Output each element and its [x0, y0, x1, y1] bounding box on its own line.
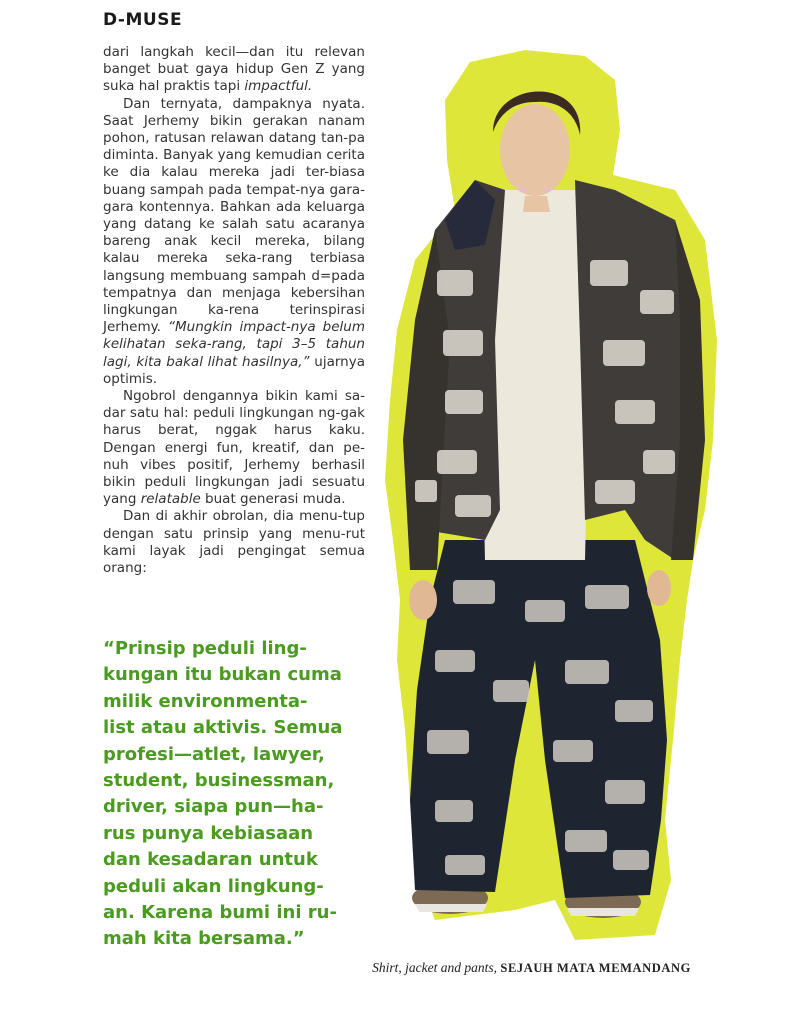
face [500, 104, 570, 196]
p3-emphasis: relatable [140, 491, 201, 508]
article-body [103, 44, 365, 577]
article-paragraph-3 [103, 388, 365, 508]
p3-text-b: buat generasi muda. [200, 491, 346, 508]
right-hand [647, 570, 671, 606]
p1-text: dari langkah kecil—dan itu relevan banget buat gaya hidup Gen Z yang suka hal praktis tapi [103, 44, 365, 95]
p3-text-a: Ngobrol dengannya bikin kami sa-dar satu hal: peduli lingkungan ng-gak harus berat, nggak harus kaku. Dengan energi fun, kreatif, dan pe-nuh vibes positif, Jerhemy berhasil bikin peduli lingkungan jadi sesuatu yang [103, 388, 365, 508]
caption-brand: SEJAUH MATA MEMANDANG [500, 961, 691, 975]
photo-caption [372, 960, 691, 976]
model-photo-cutout [375, 40, 725, 950]
article-paragraph-1 [103, 44, 365, 96]
article-paragraph-2 [103, 96, 365, 388]
caption-clothing: Shirt, jacket and pants, [372, 960, 501, 975]
article-paragraph-4: Dan di akhir obrolan, dia menu-tup dengan satu prinsip yang menu-rut kami layak jadi pengingat semua orang: [103, 508, 365, 577]
section-label: D-MUSE [103, 10, 183, 30]
p2-text: Dan ternyata, dampaknya nyata. Saat Jerhemy bikin gerakan nanam pohon, ratusan relawan datang tan-pa diminta. Banyak yang kemudian cerita ke dia kalau mereka jadi ter-biasa buang sampah pada tempat-nya gara-gara kontennya. Bahkan ada keluarga yang datang ke salah satu acaranya bareng anak kecil mereka, bilang kalau mereka seka-rang terbiasa langsung membuang sampah d=pada tempatnya dan menjaga kebersihan lingkungan ka-rena terinspirasi Jerhemy. [103, 95, 365, 336]
left-hand [409, 580, 437, 620]
p2-tail: ujarnya optimis. [103, 353, 365, 387]
pull-quote: “Prinsip peduli ling- kungan itu bukan cuma milik environmenta- list atau aktivis. Semua profesi—atlet, lawyer, student, businessman, driver, siapa pun—ha- rus punya kebiasaan dan kesadaran untuk peduli akan lingkung- an. Karena bumi ini ru- mah kita bersama.” [103, 638, 343, 950]
p1-emphasis: impactful. [244, 78, 313, 95]
p2-quote: “Mungkin impact-nya belum kelihatan seka-rang, tapi 3–5 tahun lagi, kita bakal lihat hasilnya,” [103, 319, 365, 370]
